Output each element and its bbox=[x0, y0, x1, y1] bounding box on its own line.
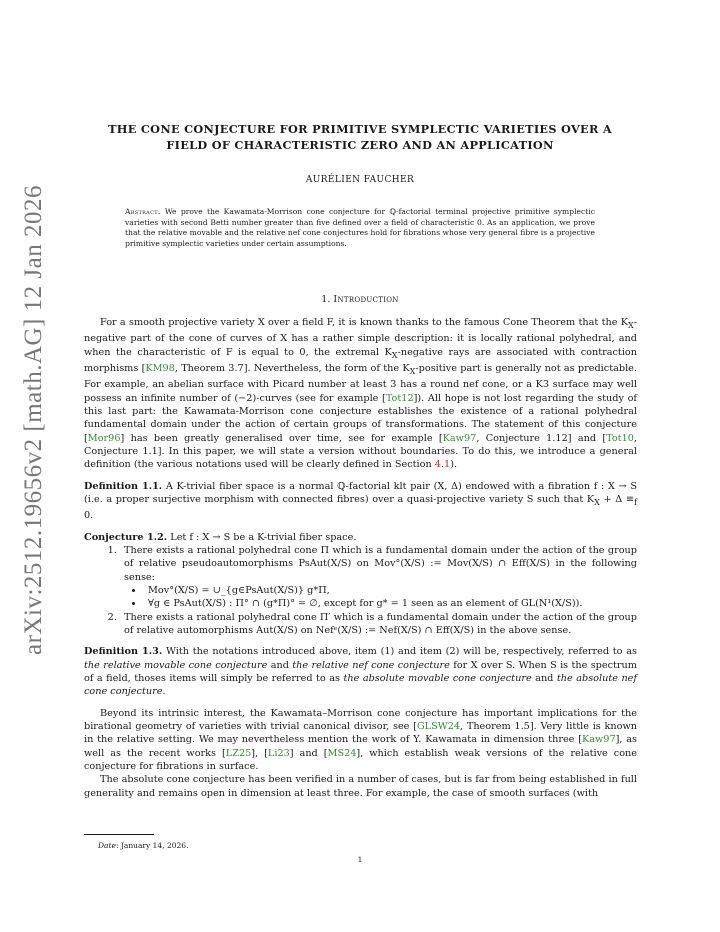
section-reference-link[interactable]: 4.1 bbox=[434, 459, 451, 471]
footnote-label: Date bbox=[98, 841, 116, 850]
text-run: ). bbox=[450, 459, 458, 471]
page-number: 1 bbox=[357, 855, 363, 864]
conjecture-item-2: 2. There exists a rational polyhedral cone Π′ which is a fundamental domain under the action of the group of relative automorphisms Aut(X/S) on Nefᵉ(X/S) := Nef(X/S) ∩ Eff(X/S) in the above sense. bbox=[120, 611, 637, 638]
text-run: -positive part is generally not as predictable. For example, an abelian surface with Picard number at least 3 has a round nef cone, or a K3 surface may well possess an infinite number of (−2)-curves (see for example [ bbox=[84, 362, 637, 404]
text-run: -negative part of the cone of curves of X has a rather simple description: it is locally rational polyhedral, and when the characteristic of F is equal to 0, the extremal K bbox=[84, 317, 637, 358]
paragraph-absolute-conjecture: The absolute cone conjecture has been verified in a number of cases, but is far from being established in full generality and remains open in dimension at least three. For example, the case of smooth surfaces (with bbox=[84, 774, 637, 799]
citation-link[interactable]: KM98 bbox=[145, 362, 175, 374]
text-run: , Conjecture 1.12] and [ bbox=[476, 432, 607, 444]
section-title: Introduction bbox=[333, 294, 399, 305]
text-run: and bbox=[531, 673, 557, 684]
text-run: With the notations introduced above, item (1) and item (2) will be, respectively, referred to as bbox=[166, 646, 637, 658]
definition-1-3 bbox=[84, 645, 637, 698]
text-run: , Conjecture 1.1]. In this paper, we will state a version without boundaries. To do this, we introduce a general definition (the various notations used will be clearly defined in Section bbox=[84, 432, 637, 471]
citation-link[interactable]: Tot10 bbox=[606, 432, 634, 444]
text-run: -negative rays are associated with contraction morphisms [ bbox=[84, 346, 637, 374]
text-run: For a smooth projective variety X over a field F, it is known thanks to the famous Cone Theorem that the K bbox=[100, 317, 628, 328]
text-run: ], [ bbox=[251, 747, 268, 759]
paper-title bbox=[86, 121, 634, 153]
author-name: AURÉLIEN FAUCHER bbox=[305, 175, 415, 185]
text-run: + Δ ≡ bbox=[599, 493, 634, 505]
text-run: and bbox=[267, 659, 293, 671]
bullet-item: • Mov°(X/S) = ∪_{g∈PsAut(X/S)} g*Π, bbox=[144, 584, 637, 597]
arxiv-identifier bbox=[14, 160, 54, 680]
title-line-1: THE CONE CONJECTURE FOR PRIMITIVE SYMPLECTIC VARIETIES OVER A bbox=[108, 122, 612, 136]
intro-paragraph: For a smooth projective variety X over a field F, it is known thanks to the famous Cone Theorem that the $K_X$-negative part of the cone of curves of X has a rather simple description: it is locally rational polyhedral, and when the characteristic of F is equal to 0, the extremal $K_X$-negative rays are associated with contraction morphisms [KM98, Theorem 3.7]. Nevertheless, the form of the $K_X$-positive part is generally not as predictable. For example, an abelian surface with Picard number at least 3 has a round nef cone, or a K3 surface may well possess an infinite number of (−2)-curves (see for example [Tot12]). All hope is not lost regarding the study of this last part: the Kawamata-Morrison cone conjecture establishes the existence of a rational polyhedral fundamental domain under the action of certain groups of transformations. The statement of this conjecture [Mor96] has been greatly generalised over time, see for example [Kaw97, Conjecture 1.12] and [Tot10, Conjecture 1.1]. In this paper, we will state a version without boundaries. To do this, we introduce a general definition (the various notations used will be clearly defined in Section 4.1). bbox=[84, 317, 637, 471]
conjecture-1-2 bbox=[84, 531, 637, 638]
definition-1-1: Definition 1.1. A K-trivial fiber space is a normal ℚ-factorial klt pair (X, Δ) endowed with a fibration f : X → S (i.e. a proper surjective morphism with connected fibres) over a quasi-projective variety S such that $K_X + \Delta \equiv_f$ 0. bbox=[84, 480, 637, 522]
text-run: A K-trivial fiber space is a normal ℚ-factorial klt pair (X, Δ) endowed with a fibration f : X → S (i.e. a proper surjective morphism with connected fibres) over a quasi-projective variety S such that K bbox=[84, 480, 637, 505]
conjecture-items bbox=[84, 544, 637, 637]
title-line-2: FIELD OF CHARACTERISTIC ZERO AND AN APPLICATION bbox=[166, 138, 554, 152]
bullet-item: • ∀g ∈ PsAut(X/S) : Π° ∩ (g*Π)° = ∅, except for g* = 1 seen as an element of GL(N¹(X/S)). bbox=[144, 597, 637, 610]
bullet-list bbox=[124, 584, 637, 611]
text-run: for X over S. When S is the spectrum of a field, thoses items will simply be referred to as bbox=[84, 659, 637, 684]
citation-link[interactable]: Tot12 bbox=[385, 392, 414, 404]
abstract-text: We prove the Kawamata-Morrison cone conjecture for ℚ-factorial terminal projective primitive symplectic varieties with second Betti number greater than five defined over a field of characteristic 0. As an application, we prove that the relative movable and the relative nef cone conjectures hold for fibrations whose very general fibre is a projective primitive symplectic varieties under certain assumptions. bbox=[125, 207, 596, 248]
text-run: ], as well as the recent works [ bbox=[84, 734, 638, 759]
paragraph-relative-setting bbox=[84, 707, 637, 774]
citation-link[interactable]: GLSW24 bbox=[416, 721, 461, 733]
citation-link[interactable]: Li23 bbox=[267, 747, 290, 759]
definition-label: Definition 1.3. bbox=[84, 646, 163, 658]
conjecture-item-1 bbox=[120, 544, 637, 611]
conjecture-intro bbox=[84, 531, 637, 544]
footnote-text: : January 14, 2026. bbox=[115, 841, 189, 850]
emphasis: the absolute nef cone conjecture. bbox=[84, 673, 638, 698]
definition-label: Definition 1.1. bbox=[84, 480, 163, 492]
emphasis: the relative nef cone conjecture bbox=[292, 659, 450, 671]
text-run: Let f : X → S be a K-trivial fiber space. bbox=[170, 531, 357, 543]
text-run: Beyond its intrinsic interest, the Kawamata–Morrison cone conjecture has important implications for the birational geometry of varieties with trivial canonical divisor, see [ bbox=[84, 707, 637, 733]
conjecture-label: Conjecture 1.2. bbox=[84, 531, 168, 543]
section-number: 1. bbox=[321, 294, 331, 305]
body-text bbox=[84, 316, 637, 800]
text-run: ] has been greatly generalised over time, see for example [ bbox=[120, 432, 443, 444]
text-run: ] and [ bbox=[289, 747, 328, 759]
citation-link[interactable]: Kaw97 bbox=[581, 734, 616, 746]
abstract bbox=[125, 207, 595, 249]
text-run: ]). All hope is not lost regarding the study of this last part: the Kawamata-Morrison cone conjecture establishes the existence of a rational polyhedral fundamental domain under the action of certain groups of transformations. The statement of this conjecture [ bbox=[84, 392, 637, 444]
text-run: 0. bbox=[84, 510, 94, 522]
section-heading bbox=[86, 294, 634, 305]
footnote-date bbox=[98, 841, 188, 850]
emphasis: the relative movable cone conjecture bbox=[84, 659, 268, 671]
text-run: There exists a rational polyhedral cone Π which is a fundamental domain under the action of the group of relative pseudoautomorphisms PsAut(X/S) on Mov°(X/S) := Mov(X/S) ∩ Eff(X/S) in the following sense: bbox=[124, 544, 637, 583]
text-run: , Theorem 1.5]. Very little is known in the relative setting. We may nevertheless mention the work of Y. Kawamata in dimension three [ bbox=[84, 721, 637, 746]
abstract-label: Abstract. bbox=[125, 207, 161, 216]
text-run: ], which establish weak versions of the relative cone conjecture for fibrations in surface. bbox=[84, 747, 638, 773]
citation-link[interactable]: Mor96 bbox=[87, 432, 121, 444]
arxiv-identifier-text: arXiv:2512.19656v2 [math.AG] 12 Jan 2026 bbox=[20, 185, 48, 655]
citation-link[interactable]: LZ25 bbox=[225, 747, 252, 759]
citation-link[interactable]: MS24 bbox=[327, 747, 357, 759]
footnote-rule bbox=[84, 834, 154, 835]
text-run: , Theorem 3.7]. Nevertheless, the form of the K bbox=[174, 362, 410, 374]
citation-link[interactable]: Kaw97 bbox=[442, 432, 477, 444]
emphasis: the absolute movable cone conjecture bbox=[343, 673, 532, 684]
